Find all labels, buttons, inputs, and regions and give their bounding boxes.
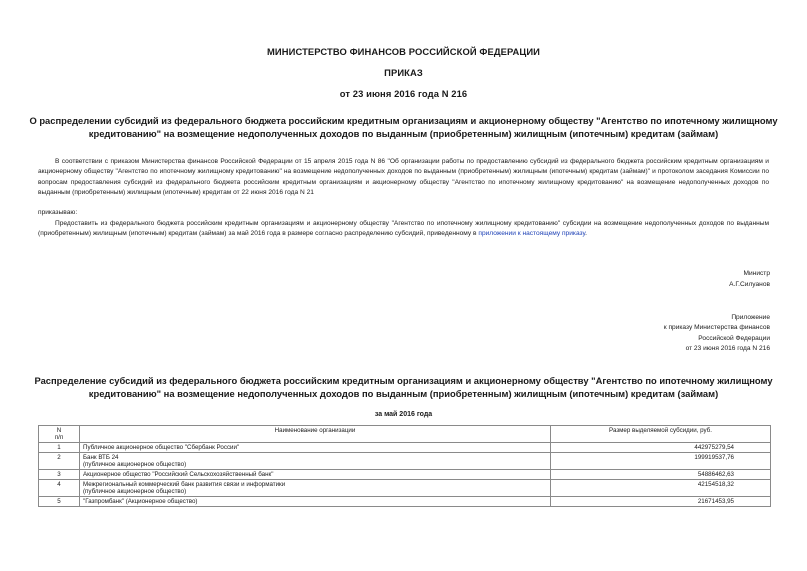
document-title [0,115,807,140]
row-number: 2 [39,453,80,470]
column-header-number [39,426,80,443]
row-organization [80,453,551,470]
appendix-ref-line2: к приказу Министерства финансов [663,324,770,332]
table-row [39,497,771,507]
row-organization-form: (публичное акционерное общество) [83,488,187,495]
row-organization [80,497,551,507]
row-organization-name: Акционерное общество "Российский Сельскохозяйственный банк" [83,471,274,478]
row-subsidy: 42154518,32 [551,480,771,497]
order-paragraph-end: . [585,230,587,238]
signature-block [729,269,770,290]
subsidy-table [38,425,771,507]
order-word: приказываю: [38,209,78,216]
signature-name: А.Г.Силуанов [729,280,770,288]
row-organization-name: "Газпромбанк" (Акционерное общество) [83,498,198,505]
appendix-title-line1: Распределение субсидий из федерального бюджета российским кредитным организациям и акционерному обществу "Агентство по ипотечному жилищному [34,375,773,386]
document-type: ПРИКАЗ [384,67,423,78]
appendix-link[interactable]: приложении к настоящему приказу [478,230,586,238]
column-header-number-line1: N [56,427,62,434]
appendix-ref-line1: Приложение [731,314,770,321]
table-row [39,480,771,497]
appendix-title-line2: кредитованию" на возмещение недополученных доходов по выданным (приобретенным) жилищным (ипотечным) кредитам (займам) [88,387,719,399]
row-organization-name: Межрегиональный коммерческий банк развития связи и информатики [83,481,286,488]
document-title-line1: О распределении субсидий из федерального бюджета российским кредитным организациям и акционерному обществу "Агентство по ипотечному жилищному [29,115,778,126]
document-date-number: от 23 июня 2016 года N 216 [339,88,468,99]
appendix-period: за май 2016 года [374,411,433,418]
row-number: 3 [39,470,80,480]
table-row [39,470,771,480]
signature-position: Министр [743,270,770,277]
row-organization [80,480,551,497]
column-header-subsidy: Размер выделяемой субсидии, руб. [551,426,771,443]
row-subsidy: 21671453,95 [551,497,771,507]
order-paragraph [38,219,769,240]
row-organization [80,443,551,453]
order-paragraph-text: Предоставить из федерального бюджета российским кредитным организациям и акционерному обществу "Агентство по ипотечному жилищному кредитованию" субсидии на возмещение недополученных доходов по выданным (приобретенным) жилищным (ипотечным) кредитам (займам) за май 2016 года в размере согласно распределению субсидий, приведенному в [38,220,769,238]
row-organization-name: Банк ВТБ 24 [83,454,119,461]
row-subsidy: 442975279,54 [551,443,771,453]
table-header-row [39,426,771,443]
row-organization [80,470,551,480]
document-title-line2: кредитованию" на возмещение недополученных доходов по выданным (приобретенным) жилищным (ипотечным) кредитам (займам) [88,127,719,139]
preamble-paragraph: В соответствии с приказом Министерства финансов Российской Федерации от 15 апреля 2015 года N 86 "Об организации работы по предоставлению субсидий из федерального бюджета российским кредитным организациям и акционерному обществу "Агентство по ипотечному жилищному кредитованию" на возмещение недополученных доходов по выданным (приобретенным) жилищным (ипотечным) кредитам (займам)" и протоколом заседания Комиссии по вопросам предоставления субсидий из федерального бюджета российским кредитным организациям и акционерному обществу "Агентство по ипотечному жилищному кредитованию" на возмещение недополученных доходов по выданным (приобретенным) жилищным (ипотечным) кредитам от 22 июня 2016 года N 21 [38,158,769,196]
appendix-ref-line3: Российской Федерации [698,334,770,342]
row-organization-name: Публичное акционерное общество "Сбербанк России" [83,444,240,451]
table-row [39,443,771,453]
ministry-name: МИНИСТЕРСТВО ФИНАНСОВ РОССИЙСКОЙ ФЕДЕРАЦИИ [266,46,541,57]
row-number: 4 [39,480,80,497]
row-number: 5 [39,497,80,507]
appendix-title [0,375,807,400]
row-subsidy: 199919537,76 [551,453,771,470]
column-header-number-line2: п/п [54,434,64,441]
appendix-reference [664,313,770,354]
column-header-organization: Наименование организации [80,426,551,443]
appendix-ref-line4: от 23 июня 2016 года N 216 [685,344,770,352]
row-organization-form: (публичное акционерное общество) [83,461,187,468]
table-row [39,453,771,470]
row-number: 1 [39,443,80,453]
row-subsidy: 54886462,63 [551,470,771,480]
